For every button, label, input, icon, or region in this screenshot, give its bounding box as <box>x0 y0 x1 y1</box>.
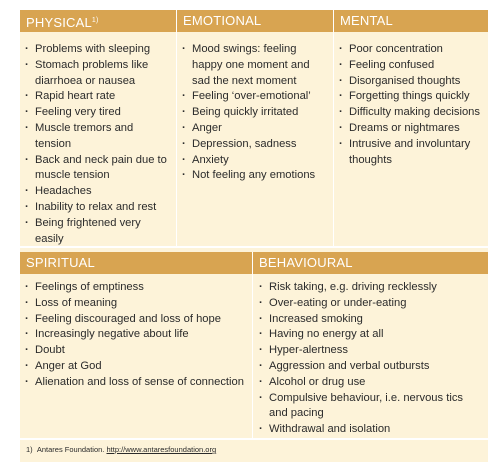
list-item: · Disorganised thoughts <box>338 74 484 90</box>
physical-footnote-marker: 1) <box>91 17 99 24</box>
spiritual-list <box>24 280 248 391</box>
list-item: · Having no energy at all <box>258 327 484 343</box>
spiritual-header <box>20 252 252 274</box>
spiritual-title: SPIRITUAL <box>26 255 95 270</box>
list-item: · Headaches <box>24 184 172 200</box>
list-item: · Aggression and verbal outbursts <box>258 359 484 375</box>
list-item: · Mood swings: feeling happy one moment and sad the next moment <box>181 42 329 89</box>
physical-header <box>20 10 176 32</box>
emotional-title: EMOTIONAL <box>183 13 262 28</box>
list-item: · Anger <box>181 121 329 137</box>
list-item: · Doubt <box>24 343 248 359</box>
list-item: · Feeling discouraged and loss of hope <box>24 312 248 328</box>
divider-emotional-mental <box>333 10 334 246</box>
footnote-marker: 1) <box>26 445 33 454</box>
list-item: · Stomach problems like diarrhoea or nausea <box>24 58 172 90</box>
list-item: · Problems with sleeping <box>24 42 172 58</box>
emotional-list <box>181 42 329 184</box>
list-item: · Poor concentration <box>338 42 484 58</box>
list-item: · Over-eating or under-eating <box>258 296 484 312</box>
list-item: · Rapid heart rate <box>24 89 172 105</box>
list-item: · Withdrawal and isolation <box>258 422 484 438</box>
list-item: · Difficulty making decisions <box>338 105 484 121</box>
physical-title: PHYSICAL <box>26 15 92 30</box>
list-item: · Anxiety <box>181 153 329 169</box>
footnote-source: Antares Foundation. <box>36 445 105 454</box>
list-item: · Dreams or nightmares <box>338 121 484 137</box>
mental-header <box>334 10 488 32</box>
list-item: · Alcohol or drug use <box>258 375 484 391</box>
list-item: · Being quickly irritated <box>181 105 329 121</box>
behavioural-title: BEHAVIOURAL <box>259 255 353 270</box>
mental-list <box>338 42 484 168</box>
list-item: · Forgetting things quickly <box>338 89 484 105</box>
list-item: · Intrusive and involuntary thoughts <box>338 137 484 169</box>
emotional-header <box>177 10 333 32</box>
footnote <box>26 445 216 454</box>
divider-spiritual-behavioural <box>252 252 253 438</box>
list-item: · Hyper-alertness <box>258 343 484 359</box>
list-item: · Depression, sadness <box>181 137 329 153</box>
footnote-link[interactable]: http://www.antaresfoundation.org <box>106 445 217 454</box>
list-item: · Muscle tremors and tension <box>24 121 172 153</box>
stress-symptoms-table <box>20 10 488 462</box>
list-item: · Feeling confused <box>338 58 484 74</box>
list-item: · Compulsive behaviour, i.e. nervous tics and pacing <box>258 391 484 423</box>
physical-list <box>24 42 172 247</box>
list-item: · Back and neck pain due to muscle tension <box>24 153 172 185</box>
list-item: · Feeling very tired <box>24 105 172 121</box>
list-item: · Alienation and loss of sense of connection <box>24 375 248 391</box>
list-item: · Loss of meaning <box>24 296 248 312</box>
list-item: · Feeling ‘over-emotional’ <box>181 89 329 105</box>
list-item: · Not feeling any emotions <box>181 168 329 184</box>
list-item: · Increased smoking <box>258 312 484 328</box>
footnote-divider <box>20 438 488 440</box>
list-item: · Inability to relax and rest <box>24 200 172 216</box>
divider-physical-emotional <box>176 10 177 246</box>
list-item: · Risk taking, e.g. driving recklessly <box>258 280 484 296</box>
row-divider <box>20 246 488 248</box>
list-item: · Feelings of emptiness <box>24 280 248 296</box>
behavioural-header <box>253 252 488 274</box>
list-item: · Increasingly negative about life <box>24 327 248 343</box>
mental-title: MENTAL <box>340 13 393 28</box>
list-item: · Being frightened very easily <box>24 216 172 248</box>
list-item: · Anger at God <box>24 359 248 375</box>
behavioural-list <box>258 280 484 438</box>
